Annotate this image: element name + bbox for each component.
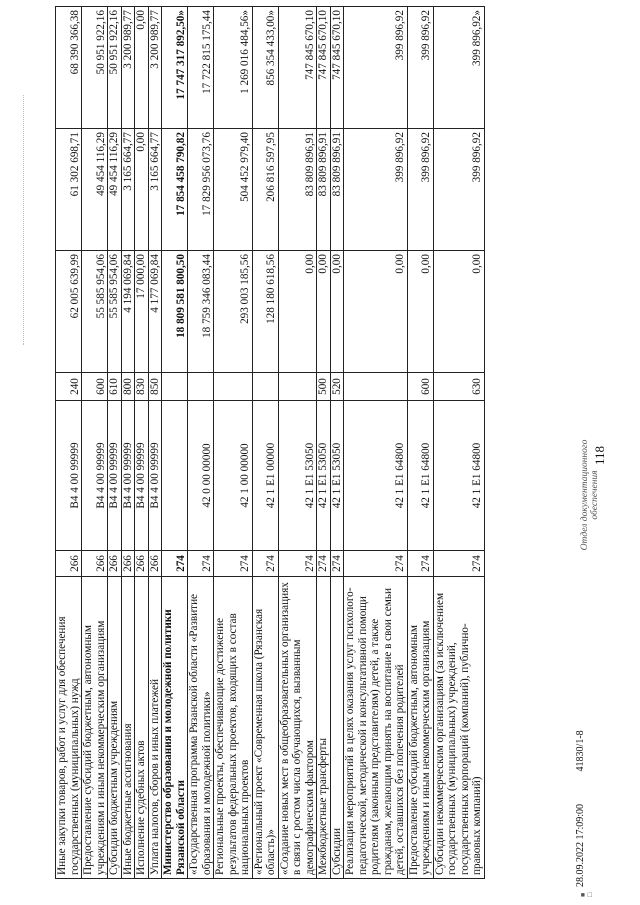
row-grbs-cell: 274	[188, 551, 214, 577]
row-name-cell: Иные бюджетные ассигнования	[121, 577, 135, 879]
row-value-2024-cell: 399 896,92	[344, 7, 408, 129]
row-grbs-cell: 274	[330, 551, 344, 577]
table-row	[135, 7, 149, 879]
row-grbs-cell: 274	[317, 551, 331, 577]
table-row	[317, 7, 331, 879]
row-vr-cell	[278, 373, 317, 401]
row-value-2023-cell: 83 809 896,91	[278, 129, 317, 251]
row-csr-cell: В4 4 00 99999	[56, 401, 82, 551]
row-value-2024-cell: 50 951 922,16	[82, 7, 108, 129]
table-row	[252, 7, 278, 879]
row-vr-cell	[188, 373, 214, 401]
department-stamp: Отдел документационного обеспечения	[580, 439, 601, 551]
row-value-2022-cell: 293 003 185,56	[214, 251, 253, 373]
row-value-2023-cell: 3 165 664,77	[121, 129, 135, 251]
row-value-2024-cell: 747 845 670,10	[317, 7, 331, 129]
document-corner-mark: ■ □	[579, 892, 594, 897]
row-vr-cell	[344, 373, 408, 401]
row-grbs-cell: 266	[56, 551, 82, 577]
row-value-2024-cell: 68 390 366,38	[56, 7, 82, 129]
row-value-2024-cell: 3 200 989,77	[148, 7, 162, 129]
row-value-2023-cell: 49 454 116,29	[82, 129, 108, 251]
row-value-2022-cell: 0,00	[407, 251, 433, 373]
row-grbs-cell: 274	[252, 551, 278, 577]
table-row	[344, 7, 408, 879]
top-margin-dots	[5, 95, 24, 345]
row-csr-cell: В4 4 00 99999	[82, 401, 108, 551]
row-value-2023-cell: 61 302 698,71	[56, 129, 82, 251]
table-row	[121, 7, 135, 879]
row-value-2022-cell: 62 005 639,99	[56, 251, 82, 373]
row-value-2022-cell: 55 585 954,06	[82, 251, 108, 373]
table-row	[278, 7, 317, 879]
footer-stamp	[575, 700, 586, 887]
row-vr-cell: 830	[135, 373, 149, 401]
row-value-2024-cell: 50 951 922,16	[108, 7, 122, 129]
row-value-2022-cell: 0,00	[344, 251, 408, 373]
row-name-cell: «Государственная программа Рязанской области «Развитие образования и молодежной политики»	[188, 577, 214, 879]
row-value-2023-cell: 504 452 979,40	[214, 129, 253, 251]
row-vr-cell	[162, 373, 188, 401]
row-csr-cell: В4 4 00 99999	[108, 401, 122, 551]
row-value-2022-cell: 18 759 346 083,44	[188, 251, 214, 373]
row-name-cell: «Создание новых мест в общеобразовательных организациях в связи с ростом числа обучающихся, вызванным демографическим фактором	[278, 577, 317, 879]
row-grbs-cell: 274	[278, 551, 317, 577]
row-csr-cell: 42 1 Е1 64800	[433, 401, 484, 551]
footer-timestamp: 28.09.2022 17:09:00	[575, 803, 586, 887]
row-csr-cell: В4 4 00 99999	[121, 401, 135, 551]
row-grbs-cell: 266	[148, 551, 162, 577]
row-name-cell: Уплата налогов, сборов и иных платежей	[148, 577, 162, 879]
row-value-2022-cell: 0,00	[433, 251, 484, 373]
row-csr-cell: В4 4 00 99999	[135, 401, 149, 551]
row-name-cell: Реализация мероприятий в целях оказания услуг психолого-педагогической, методической и консультативной помощи родителям (законным представителям) детей, а также гражданам, желающим принять на воспитание в свои семьи детей, оставшихся без попечения родителей	[344, 577, 408, 879]
row-value-2022-cell: 17 000,00	[135, 251, 149, 373]
row-value-2022-cell: 0,00	[330, 251, 344, 373]
row-value-2023-cell: 17 854 458 790,82	[162, 129, 188, 251]
page-number: 118	[592, 445, 607, 465]
row-csr-cell: 42 1 Е1 00000	[252, 401, 278, 551]
row-value-2022-cell: 55 585 954,06	[108, 251, 122, 373]
row-vr-cell: 500	[317, 373, 331, 401]
row-value-2024-cell: 1 269 016 484,56»	[214, 7, 253, 129]
row-csr-cell: 42 1 Е1 53050	[278, 401, 317, 551]
row-name-cell: Субсидии бюджетным учреждениям	[108, 577, 122, 879]
row-value-2024-cell: 17 747 317 892,50»	[162, 7, 188, 129]
table-row	[82, 7, 108, 879]
row-name-cell: Субсидии	[330, 577, 344, 879]
row-grbs-cell: 274	[214, 551, 253, 577]
table-body	[56, 7, 485, 879]
row-value-2023-cell: 0,00	[135, 129, 149, 251]
budget-table	[55, 6, 485, 879]
row-grbs-cell: 266	[121, 551, 135, 577]
row-vr-cell: 520	[330, 373, 344, 401]
row-value-2024-cell: 399 896,92»	[433, 7, 484, 129]
row-vr-cell: 800	[121, 373, 135, 401]
table-row	[108, 7, 122, 879]
row-value-2023-cell: 49 454 116,29	[108, 129, 122, 251]
row-name-cell: Межбюджетные трансферты	[317, 577, 331, 879]
row-csr-cell: 42 1 Е1 64800	[344, 401, 408, 551]
row-value-2022-cell: 128 180 618,56	[252, 251, 278, 373]
row-value-2023-cell: 399 896,92	[407, 129, 433, 251]
row-value-2023-cell: 399 896,92	[344, 129, 408, 251]
row-csr-cell: 42 0 00 00000	[188, 401, 214, 551]
row-grbs-cell: 266	[135, 551, 149, 577]
row-vr-cell: 630	[433, 373, 484, 401]
row-value-2023-cell: 3 165 664,77	[148, 129, 162, 251]
table-row	[214, 7, 253, 879]
row-name-cell: Иные закупки товаров, работ и услуг для обеспечения государственных (муниципальных) нужд	[56, 577, 82, 879]
row-name-cell: Предоставление субсидий бюджетным, автономным учреждениям и иным некоммерческим организациям	[407, 577, 433, 879]
row-vr-cell: 600	[82, 373, 108, 401]
row-grbs-cell: 274	[344, 551, 408, 577]
row-value-2024-cell: 3 200 989,77	[121, 7, 135, 129]
row-vr-cell	[214, 373, 253, 401]
row-value-2024-cell: 0,00	[135, 7, 149, 129]
footer-doc-code: 41830/1-8	[575, 730, 586, 772]
row-value-2022-cell: 4 194 069,84	[121, 251, 135, 373]
row-value-2022-cell: 0,00	[317, 251, 331, 373]
row-csr-cell: В4 4 00 99999	[148, 401, 162, 551]
table-row	[148, 7, 162, 879]
row-vr-cell: 600	[407, 373, 433, 401]
row-value-2022-cell: 0,00	[278, 251, 317, 373]
row-name-cell: Региональные проекты, обеспечивающие достижение результатов федеральных проектов, входящих в состав национальных проектов	[214, 577, 253, 879]
row-csr-cell	[162, 401, 188, 551]
row-name-cell: Субсидии некоммерческим организациям (за исключением государственных (муниципальных) учреждений, государственных корпораций (компаний), публично-правовых компаний)	[433, 577, 484, 879]
row-value-2023-cell: 206 816 597,95	[252, 129, 278, 251]
row-name-cell: Исполнение судебных актов	[135, 577, 149, 879]
table-row	[188, 7, 214, 879]
row-grbs-cell: 274	[407, 551, 433, 577]
row-csr-cell: 42 1 Е1 64800	[407, 401, 433, 551]
row-csr-cell: 42 1 Е1 53050	[330, 401, 344, 551]
row-value-2024-cell: 747 845 670,10	[330, 7, 344, 129]
row-vr-cell: 610	[108, 373, 122, 401]
row-vr-cell	[252, 373, 278, 401]
row-value-2022-cell: 18 809 581 800,50	[162, 251, 188, 373]
table-row	[330, 7, 344, 879]
row-value-2023-cell: 83 809 896,91	[317, 129, 331, 251]
row-grbs-cell: 274	[433, 551, 484, 577]
row-csr-cell: 42 1 00 00000	[214, 401, 253, 551]
row-grbs-cell: 274	[162, 551, 188, 577]
table-row	[56, 7, 82, 879]
row-value-2023-cell: 399 896,92	[433, 129, 484, 251]
row-value-2023-cell: 17 829 956 073,76	[188, 129, 214, 251]
row-vr-cell: 850	[148, 373, 162, 401]
row-grbs-cell: 266	[108, 551, 122, 577]
table-row	[162, 7, 188, 879]
row-value-2023-cell: 83 809 896,91	[330, 129, 344, 251]
row-value-2022-cell: 4 177 069,84	[148, 251, 162, 373]
row-value-2024-cell: 747 845 670,10	[278, 7, 317, 129]
table-row	[433, 7, 484, 879]
row-csr-cell: 42 1 Е1 53050	[317, 401, 331, 551]
row-grbs-cell: 266	[82, 551, 108, 577]
row-name-cell: Министерство образования и молодежной политики Рязанской области	[162, 577, 188, 879]
row-name-cell: Предоставление субсидий бюджетным, автономным учреждениям и иным некоммерческим организациям	[82, 577, 108, 879]
table-row	[407, 7, 433, 879]
row-value-2024-cell: 856 354 433,00»	[252, 7, 278, 129]
row-value-2024-cell: 399 896,92	[407, 7, 433, 129]
row-vr-cell: 240	[56, 373, 82, 401]
row-name-cell: «Региональный проект «Современная школа (Рязанская область)»	[252, 577, 278, 879]
row-value-2024-cell: 17 722 815 175,44	[188, 7, 214, 129]
